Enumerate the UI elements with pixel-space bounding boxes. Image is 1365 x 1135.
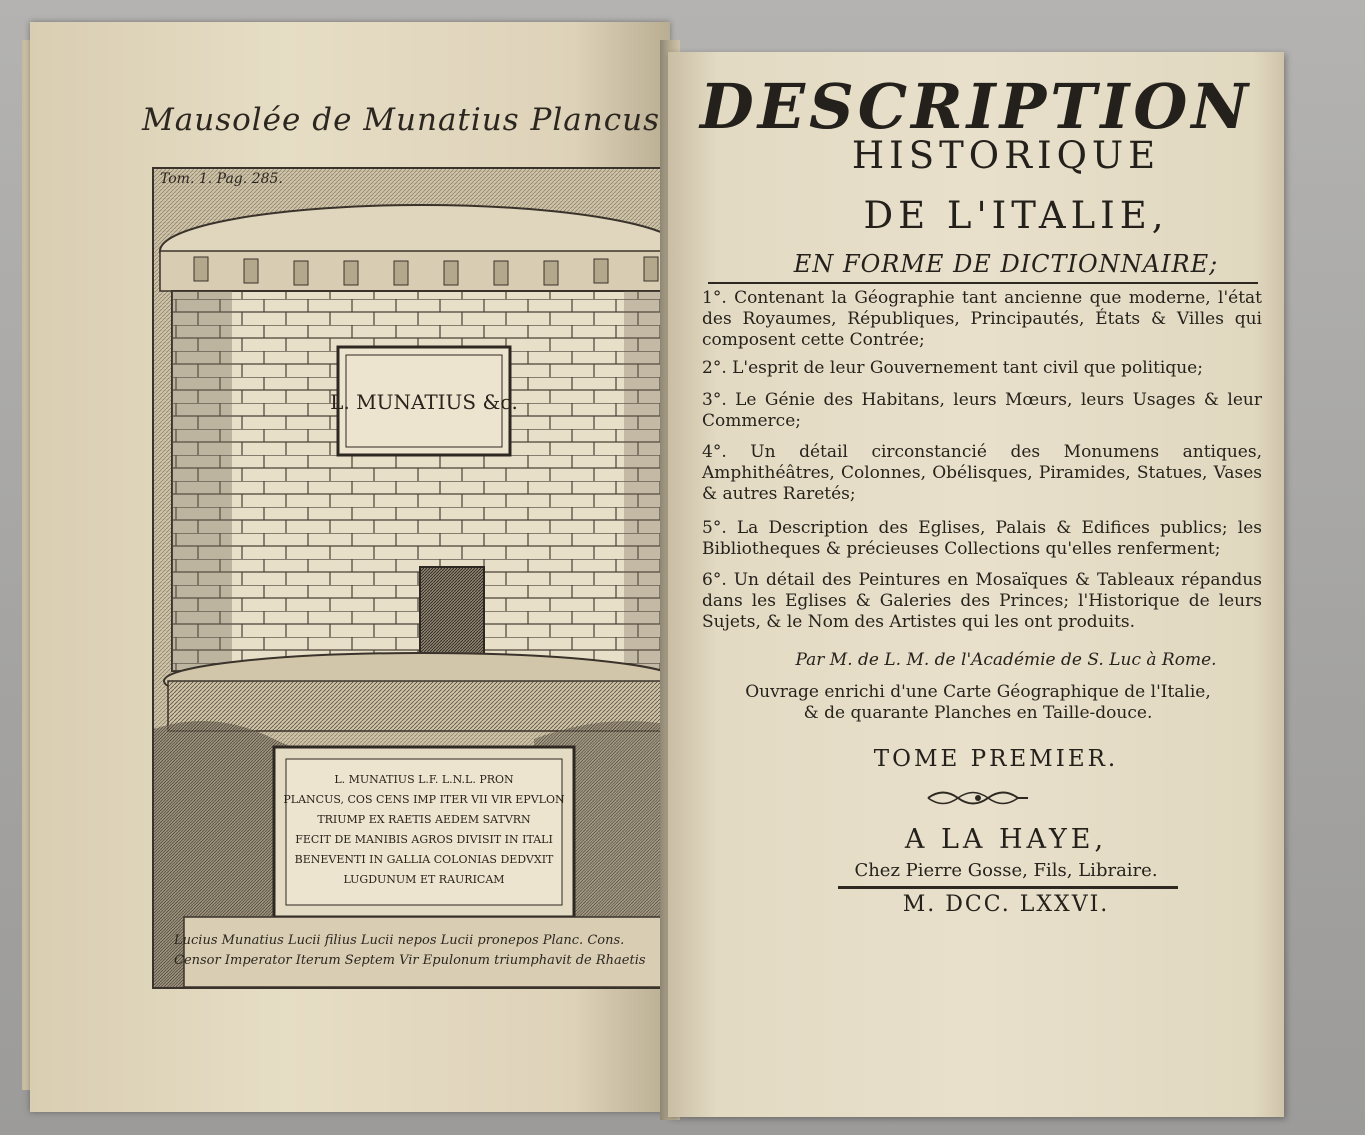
tablet-line: LUGDUNUM ET RAURICAM (343, 873, 505, 886)
item-2: 2°. L'esprit de leur Gouvernement tant civil que politique; (702, 358, 1203, 378)
enrichi-note (698, 682, 1258, 724)
legend-line: Censor Imperator Iterum Septem Vir Epulonum triumphavit de Rhaetis (174, 953, 646, 968)
fleuron-ornament-icon (923, 787, 1033, 809)
title-description: DESCRIPTION (699, 70, 1253, 143)
author-line: Par M. de L. M. de l'Académie de S. Luc à Rome. (795, 650, 1217, 670)
title-historique: HISTORIQUE (851, 134, 1161, 177)
item-5: 5°. La Description des Eglises, Palais & Edifices publics; les Bibliotheques & précieuses Collections qu'elles renferment; (702, 518, 1262, 559)
tome-label: TOME PREMIER. (873, 746, 1119, 772)
legend-line: Lucius Munatius Lucii filius Lucii nepos Lucii pronepos Planc. Cons. (174, 933, 625, 948)
tablet-line: PLANCUS, COS CENS IMP ITER VII VIR EPVLON (283, 793, 565, 806)
item-6: 6°. Un détail des Peintures en Mosaïques & Tableaux répandus dans les Eglises & Galeries des Princes; l'Historique de leurs Sujets, & le Nom des Artistes qui les ont produits. (702, 570, 1262, 632)
plate-legend (174, 931, 674, 971)
enrichi-line: Ouvrage enrichi d'une Carte Géographique de l'Italie, (745, 682, 1211, 702)
title-rule (708, 282, 1258, 284)
tablet-line: TRIUMP EX RAETIS AEDEM SATVRN (317, 813, 531, 826)
engraved-plate (152, 167, 688, 989)
imprint-publisher: Chez Pierre Gosse, Fils, Libraire. (854, 860, 1158, 881)
tablet-line: BENEVENTI IN GALLIA COLONIAS DEDVXIT (294, 853, 554, 866)
left-page (30, 22, 670, 1112)
tablet-line: L. MUNATIUS L.F. L.N.L. PRON (334, 773, 514, 786)
panel-inscription: L. MUNATIUS &c. (330, 390, 518, 414)
enrichi-line: & de quarante Planches en Taille-douce. (803, 703, 1153, 723)
imprint-city: A LA HAYE, (904, 824, 1108, 855)
mausoleum-engraving (154, 169, 688, 989)
plate-caption: Mausolée de Munatius Plancus (142, 102, 660, 138)
imprint-rule (838, 886, 1178, 889)
title-subtitle: EN FORME DE DICTIONNAIRE; (793, 250, 1219, 278)
imprint-year: M. DCC. LXXVI. (902, 892, 1110, 917)
item-3: 3°. Le Génie des Habitans, leurs Mœurs, leurs Usages & leur Commerce; (702, 390, 1262, 431)
title-italie: DE L'ITALIE, (863, 194, 1169, 237)
tablet-line: FECIT DE MANIBIS AGROS DIVISIT IN ITALI (295, 833, 553, 846)
plate-reference: Tom. 1. Pag. 285. (160, 171, 283, 187)
item-4: 4°. Un détail circonstancié des Monumens antiques, Amphithéâtres, Colonnes, Obélisques, Piramides, Statues, Vases & autres Raretés; (702, 442, 1262, 504)
title-page (668, 52, 1284, 1117)
item-1: 1°. Contenant la Géographie tant ancienne que moderne, l'état des Royaumes, Républiques, Principautés, États & Villes qui composent cette Contrée; (702, 288, 1262, 350)
